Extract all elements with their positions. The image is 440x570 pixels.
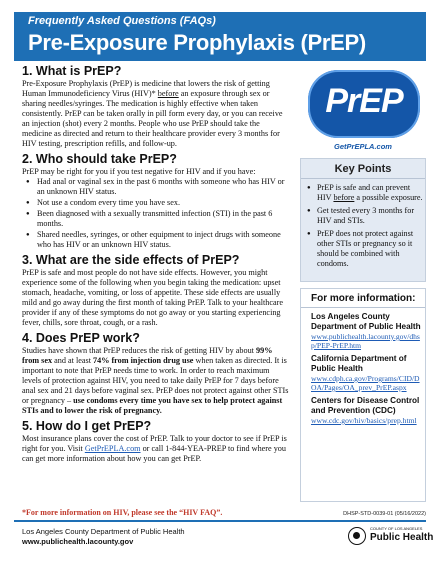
prep-logo-url: GetPrEPLA.com [334,142,392,151]
section-what-is-prep [22,64,290,149]
header-subtitle: Frequently Asked Questions (FAQs) [28,15,216,27]
header-banner [14,12,426,61]
getprepla-link[interactable]: GetPrEPLA.com [84,444,141,453]
section-text: Pre-Exposure Prophylaxis (PrEP) is medicine that lowers the risk of getting Human Immunodeficiency Virus (HIV)* before an exposure through sex or sharing needles/syringes. The medication is highly effective when taken consistently. PrEP can be taken orally in pill form every day, or you can receive an injection (shot) every 2 months. People who use PrEP should take the medicine as directed and return to their healthcare provider every 3 months for HIV testing, prescription refills, and follow-up. [22,79,283,148]
org-link[interactable]: www.publichealth.lacounty.gov/dhsp/PEP-PrEP.htm [311,332,420,350]
section-how-get-prep [22,419,290,464]
list-item: ● Been diagnosed with a sexually transmitted infection (STI) in the past 6 months. [26,209,290,229]
org-link[interactable]: www.cdph.ca.gov/Programs/CID/DOA/Pages/OA_prev_PrEP.aspx [311,374,420,392]
footer-url[interactable]: www.publichealth.lacounty.gov [22,537,134,546]
org-entry [301,308,425,350]
org-entry [301,392,425,425]
risk-list [26,177,290,250]
list-item: ● Not use a condom every time you have sex. [26,198,290,208]
document-code: DHSP-STD-0039-01 (05/16/2022) [343,511,426,517]
section-who-should-take [22,152,290,250]
logo-county-text: COUNTY OF LOS ANGELES [370,526,423,531]
prep-badge-text: PrEP [325,82,403,120]
list-item: ● Shared needles, syringes, or other equipment to inject drugs with someone who has HIV or an unknown HIV status. [26,230,290,250]
org-name: Centers for Disease Control and Prevention (CDC) [311,396,420,415]
section-heading: 4. Does PrEP work? [22,331,140,345]
list-item: ● Had anal or vaginal sex in the past 6 months with someone who has HIV or an unknown HIV status. [26,177,290,197]
more-info-title: For more information: [301,289,425,308]
org-name: Los Angeles County Department of Public Health [311,312,421,331]
section-text: PrEP may be right for you if you test negative for HIV and if you have: [22,167,256,176]
org-name: California Department of Public Health [311,354,407,373]
list-item: ● Get tested every 3 months for HIV and STIs. [307,206,425,226]
prep-badge-icon [308,70,420,138]
section-heading: 3. What are the side effects of PrEP? [22,253,240,267]
footer-org: Los Angeles County Department of Public Health [22,527,185,536]
section-heading: 1. What is PrEP? [22,64,122,78]
section-text: PrEP is safe and most people do not have side effects. However, you might experience some of the following when you begin taking the medication: upset stomach, headache, vomiting, or loss of appetite. These side effects are usually mild and go away during the first month of taking PrEP. Talk to your healthcare provider if any of these symptoms do not go away or you starting experiencing fever, chills, sore throat, cough, or a rash. [22,268,283,327]
list-item: ● PrEP is safe and can prevent HIV before a possible exposure. [307,183,425,203]
list-item: ● PrEP does not protect against other STIs or pregnancy so it should be combined with condoms. [307,229,425,269]
section-side-effects [22,253,290,328]
main-column [22,64,290,467]
key-points-title: Key Points [301,159,425,179]
section-text: Studies have shown that PrEP reduces the risk of getting HIV by about 99% from sex and at least 74% from injection drug use when taken as directed. It is important to note that PrEP needs time to work. In order to reach maximum levels of protection against HIV, you need to take daily PrEP for 7 days before anal sex and 21 days before vaginal sex. PrEP does not protect against other STIs or pregnancy – use condoms every time you have sex to help protect against STIs and to lower the risk of pregnancy. [22,346,289,415]
section-heading: 5. How do I get PrEP? [22,419,152,433]
logo-public-health-text: Public Health [370,532,434,543]
prep-logo [300,66,426,157]
page-title: Pre-Exposure Prophylaxis (PrEP) [28,30,366,55]
public-health-logo [348,525,434,549]
key-points-box [300,158,426,282]
section-text: Most insurance plans cover the cost of PrEP. Talk to your doctor to see if PrEP is right for you. Visit GetPrEPLA.com or call 1-844-YEA-PREP to find where you can get more information about how you can get PrEP. [22,434,287,463]
org-link[interactable]: www.cdc.gov/hiv/basics/prep.html [311,416,417,425]
county-seal-icon [348,527,366,545]
key-points-list [307,183,425,269]
org-entry [301,350,425,392]
more-info-box [300,288,426,502]
footer-divider [14,520,426,522]
section-heading: 2. Who should take PrEP? [22,152,177,166]
section-does-prep-work [22,331,290,416]
footnote: *For more information on HIV, please see the “HIV FAQ”. [22,508,223,517]
